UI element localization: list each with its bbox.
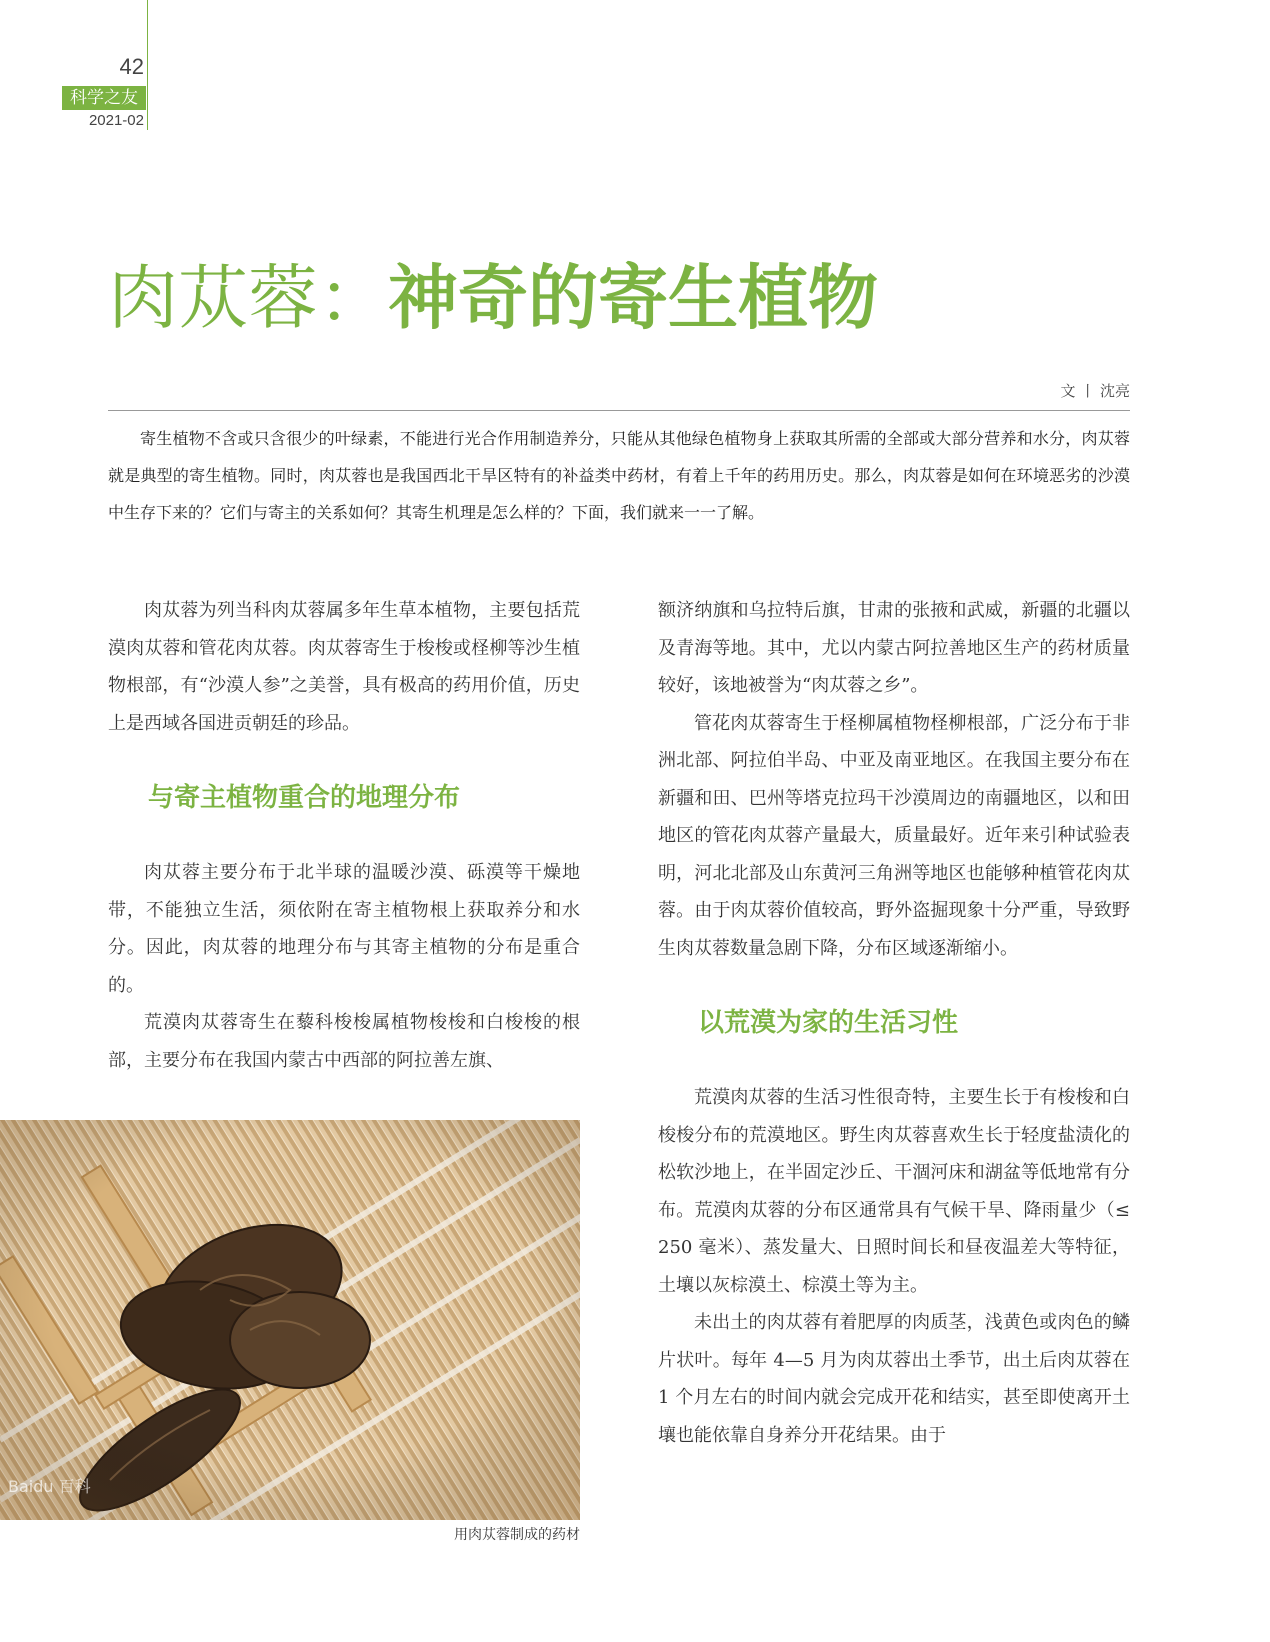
title-part-2: 神奇的寄生植物 [388,257,878,339]
author-line: 文 丨 沈亮 [1060,382,1130,400]
article-title [108,258,878,338]
photo-watermark: Baidu 百科 [8,1477,91,1496]
herb-photo-illustration [0,1120,580,1520]
page-number: 42 [119,54,144,79]
article-intro: 寄生植物不含或只含很少的叶绿素，不能进行光合作用制造养分，只能从其他绿色植物身上获取其所需的全部或大部分营养和水分，肉苁蓉就是典型的寄生植物。同时，肉苁蓉也是我国西北干旱区特有的补益类中药材，有着上千年的药用历史。那么，肉苁蓉是如何在环境恶劣的沙漠中生存下来的？它们与寄主的关系如何？其寄生机理是怎么样的？下面，我们就来一一了解。 [108,429,1130,522]
photo-caption: 用肉苁蓉制成的药材 [454,1527,580,1543]
title-part-1: 肉苁蓉： [108,257,388,339]
paragraph: 肉苁蓉主要分布于北半球的温暖沙漠、砾漠等干燥地带，不能独立生活，须依附在寄主植物根上获取养分和水分。因此，肉苁蓉的地理分布与其寄主植物的分布是重合的。 [108,862,580,996]
paragraph: 荒漠肉苁蓉的生活习性很奇特，主要生长于有梭梭和白梭梭分布的荒漠地区。野生肉苁蓉喜欢生长于轻度盐渍化的松软沙地上，在半固定沙丘、干涸河床和湖盆等低地常有分布。荒漠肉苁蓉的分布区通常具有气候干旱、降雨量少（≤ 250 毫米）、蒸发量大、日照时间长和昼夜温差大等特征，土壤以灰棕漠土、棕漠土等为主。 [658,1087,1130,1296]
paragraph: 未出土的肉苁蓉有着肥厚的肉质茎，浅黄色或肉色的鳞片状叶。每年 4—5 月为肉苁蓉出土季节，出土后肉苁蓉在 1 个月左右的时间内就会完成开花和结实，甚至即使离开土壤也能依靠自身养分开花结果。由于 [658,1312,1130,1446]
right-column [658,592,1130,1454]
paragraph: 管花肉苁蓉寄生于柽柳属植物柽柳根部，广泛分布于非洲北部、阿拉伯半岛、中亚及南亚地区。在我国主要分布在新疆和田、巴州等塔克拉玛干沙漠周边的南疆地区，以和田地区的管花肉苁蓉产量最大，质量最好。近年来引种试验表明，河北北部及山东黄河三角洲等地区也能够种植管花肉苁蓉。由于肉苁蓉价值较高，野外盗掘现象十分严重，导致野生肉苁蓉数量急剧下降，分布区域逐渐缩小。 [658,712,1130,959]
herb-photo [0,1120,580,1520]
paragraph: 额济纳旗和乌拉特后旗，甘肃的张掖和武威，新疆的北疆以及青海等地。其中，尤以内蒙古阿拉善地区生产的药材质量较好，该地被誉为“肉苁蓉之乡”。 [658,600,1130,696]
issue-date: 2021-02 [88,112,144,129]
paragraph: 肉苁蓉为列当科肉苁蓉属多年生草本植物，主要包括荒漠肉苁蓉和管花肉苁蓉。肉苁蓉寄生于梭梭或柽柳等沙生植物根部，有“沙漠人参”之美誉，具有极高的药用价值，历史上是西域各国进贡朝廷的珍品。 [108,600,580,734]
left-column [108,592,580,1079]
title-rule [108,410,1130,411]
magazine-name-badge: 科学之友 [62,86,146,110]
section-heading-distribution: 与寄主植物重合的地理分布 [148,783,461,813]
section-heading-habits: 以荒漠为家的生活习性 [698,1008,959,1038]
header-divider-line [147,0,148,130]
paragraph: 荒漠肉苁蓉寄生在藜科梭梭属植物梭梭和白梭梭的根部，主要分布在我国内蒙古中西部的阿拉善左旗、 [108,1012,580,1071]
